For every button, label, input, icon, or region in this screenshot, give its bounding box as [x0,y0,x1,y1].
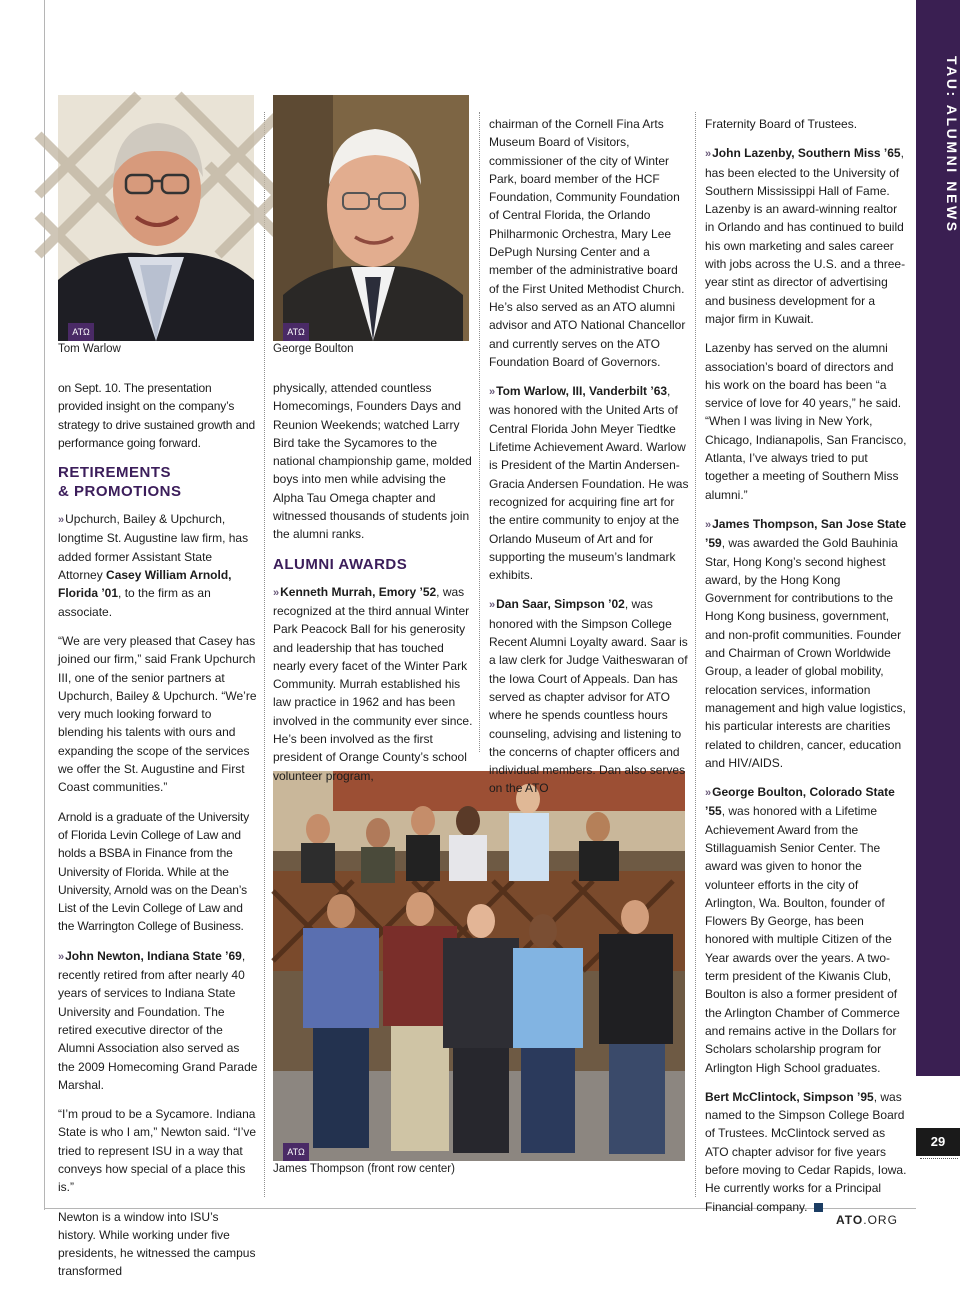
photo-george-boulton [273,95,469,341]
arrow-icon: » [489,599,494,612]
article-column-4 [705,115,907,1227]
ato-badge-icon: ΑΤΩ [283,323,309,341]
photo-caption: George Boulton [273,343,354,355]
photo-group [273,771,685,1161]
arrow-icon: » [58,514,63,527]
arrow-icon: » [58,950,63,963]
photo-tom-warlow [58,95,254,341]
arrow-icon: » [489,386,494,399]
page-number: 29 [916,1128,960,1156]
paragraph: » John Lazenby, Southern Miss ’65, has been elected to the University of Southern Mississippi Hall of Fame. Lazenby is an award-winning realtor in Orlando and has continued to build his own marketing and sales career with jobs across the U.S. and a three-year stint as director of advertising and business development for a major firm in Kuwait. [705,146,906,326]
article-column-1 [58,379,258,1292]
paragraph: on Sept. 10. The presentation provided insight on the company’s strategy to drive sustained growth and performance going forward. [58,381,256,450]
portrait-image [273,95,469,341]
ato-badge-icon: ΑΤΩ [68,323,94,341]
paragraph: Lazenby has served on the alumni association’s board of directors and his work on the board has been “a service of love for 40 years,” he said. “When I was living in New York, Chicago, Indianapolis, San Francisco, Atlanta, I’ve always tried to put together a meeting of Southern Miss alumni.” [705,341,907,502]
paragraph: » James Thompson, San Jose State ’59, was awarded the Gold Bauhinia Star, Hong Kong’s second highest award, by the Hong Kong Government for contributions to the Hong Kong business, government, and non-profit communities. Founder and Chairman of Crown Worldwide Group, a leader of global mobility, relocation services, information management and high value logistics, his particular interests are charities related to children, cancer, education and HIV/AIDS. [705,516,907,770]
photo-caption: James Thompson (front row center) [273,1163,455,1175]
paragraph: » Tom Warlow, III, Vanderbilt ’63, was honored with the United Arts of Central Florida John Meyer Tiedtke Lifetime Achievement Award. Warlow is President of the Martin Andersen-Gracia Andersen Foundation. He was recognized for acquiring fine art for the entire community to enjoy at the Orlando Museum of Art and for supporting the museum’s landmark exhibits. [489,384,689,583]
arrow-icon: » [705,518,710,531]
arrow-icon: » [705,787,710,800]
section-heading-alumni-awards: ALUMNI AWARDS [273,555,408,573]
portrait-image [58,95,254,341]
paragraph: Fraternity Board of Trustees. [705,117,858,131]
paragraph: » Upchurch, Bailey & Upchurch, longtime St. Augustine law firm, has added former Assistant State Attorney Casey William Arnold, Florida ’01, to the firm as an associate. [58,512,249,619]
paragraph: chairman of the Cornell Fina Arts Museum Board of Visitors, commissioner of the city of Winter Park, board member of the HCF Foundation, Community Foundation of Central Florida, the Orlando Philharmonic Orchestra, Mary Lee DePugh Nursing Center and a member of the administrative board of the First United Methodist Church. He’s also served as an ATO alumni advisor and ATO National Chancellor and currently serves on the ATO Foundation Board of Governors. [489,117,686,369]
column-divider [695,112,696,1197]
column-divider [479,112,480,752]
end-mark-icon [814,1203,823,1212]
photo-caption: Tom Warlow [58,343,121,355]
section-heading-retirements: RETIREMENTS & PROMOTIONS [58,464,182,501]
arrow-icon: » [705,148,710,161]
paragraph: Newton is a window into ISU’s history. While working under five presidents, he witnessed the campus transformed [58,1209,256,1279]
paragraph: Bert McClintock, Simpson ’95, was named to the Simpson College Board of Trustees. McClintock served as ATO chapter advisor for five years before moving to Cedar Rapids, Iowa. He currently works for a Principal Financial company. [705,1089,907,1214]
paragraph: Arnold is a graduate of the University of Florida Levin College of Law and holds a BSBA in Finance from the University of Florida. While at the University, Arnold was on the Dean’s List of the Levin College of Law and the Warrington College of Business. [58,809,250,934]
paragraph: » George Boulton, Colorado State ’55, was honored with a Lifetime Achievement Award from the Stillaguamish Senior Center. The award was given to honor the volunteer efforts in the city of Arlington, Wa. Boulton, founder of Flowers By George, has been honored with multiple Citizen of the Year awards over the years. A two-term president of the Kiwanis Club, Boulton is also a former president of the Arlington Chamber of Commerce and remains active in the Dollars for Scholars scholarship program for Arlington High School graduates. [705,785,900,1075]
paragraph: » John Newton, Indiana State ’69, recently retired from after nearly 40 years of services to Indiana State University and Foundation. The retired executive director of the Alumni Association also served as the 2009 Homecoming Grand Parade Marshal. [58,948,258,1092]
paragraph: “I’m proud to be a Sycamore. Indiana State is who I am,” Newton said. “I’ve tried to represent ISU in a way that conveys how special of a place this is.” [58,1107,257,1195]
paragraph: “We are very pleased that Casey has joined our firm,” said Frank Upchurch III, one of the senior partners at Upchurch, Bailey & Upchurch. “We’re very much looking forward to blending his talents with ours and expanding the scope of the services we offer the St. Augustine and First Coast communities.” [58,633,257,795]
footer-website: ATO.ORG [836,1213,898,1227]
paragraph: » Dan Saar, Simpson ’02, was honored with the Simpson College Recent Alumni Loyalty award. Saar is a law clerk for Judge Vaitheswaran of the Iowa Court of Appeals. Dan has served as chapter advisor for ATO where he spends countless hours counseling, advising and listening to the concerns of chapter officers and individual members. Dan also serves on the ATO [489,597,688,796]
paragraph: physically, attended countless Homecomings, Founders Days and Reunion Weekends; watched Larry Bird take the Sycamores to the national championship game, molded boys into men while advising the Alpha Tau Omega chapter and witnessed thousands of students join the alumni ranks. [273,381,472,542]
section-title: TAU: ALUMNI NEWS [944,56,960,234]
group-image [273,771,685,1161]
ato-badge-icon: ΑΤΩ [283,1143,309,1161]
column-divider [264,112,265,1197]
article-column-3 [489,115,689,809]
arrow-icon: » [273,586,278,599]
paragraph: » Kenneth Murrah, Emory ’52, was recognized at the third annual Winter Park Peacock Ball for his generosity and leadership that has touched nearly every facet of the Winter Park Community. Murrah established his law practice in 1962 and has been involved in the community ever since. He’s been involved as the first president of Orange County’s school volunteer program, [273,584,473,783]
page-number-rule [920,1158,958,1159]
article-column-2 [273,379,473,796]
